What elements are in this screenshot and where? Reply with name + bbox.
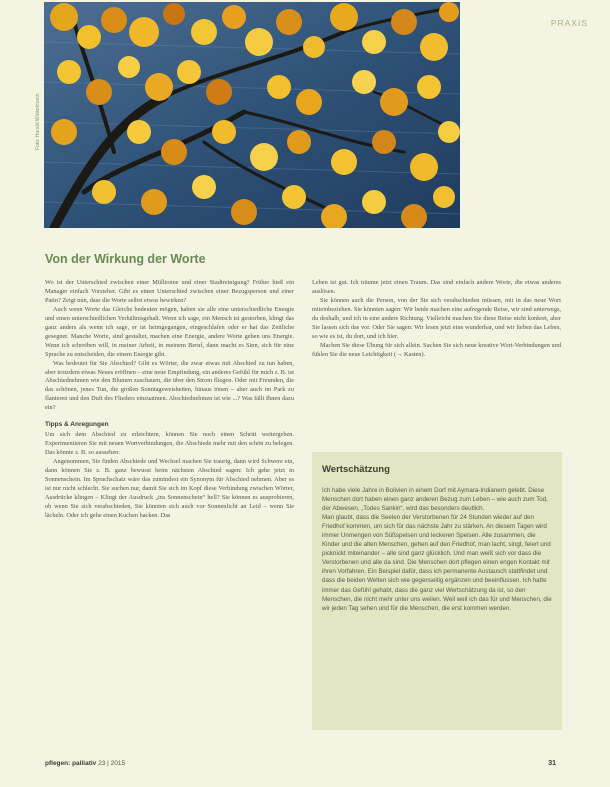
paragraph: Was bedeutet für Sie Abschied? Gibt es Wörter, die zwar etwas mit Abschied zu tun haben, aber trotzdem etwas Neues eröffnen – eine neue Empfindung, ein anderes Gefühl für mich z. B. ist Abschiednehmen wie den Blumen zuschauen, die über den Strom fliegen. Oder mit Freunden, die das schönen, jenes Tun, die großen Sonntagsweisheiten, hinaus tönen – aber auch im Park zu flanieren und den Duft des Flieders einzuatmen. Abschiednehmen ist wie ...? Was fällt Ihnen dazu ein? — [45, 359, 294, 412]
sidebar-paragraph: Man glaubt, dass die Seelen der Verstorbenen für 24 Stunden wieder auf den Friedhof kommen, um sich für das nächste Jahr zu stärken. An diesem Tagen wird immer Unmengen von Süßspeisen und leckeren Speisen. Alle zusammen, die Kinder und die alten Menschen, gehen auf den Friedhof, man lacht, singt, feiert und picknickt miteinander – alle sind ganz glücklich. Und man weiß sich vor dass die Verstorbenen und alle da sind. Die Menschen dort pflegen einen engen Kontakt mit ihren Vorfahren. Ein Beispiel dafür, dass ich permanente Austausch stattfindet und dass die beiden Welten sich wie gegenseitig ergänzen und beeinflussen. Ich hatte immer das Gefühl gehabt, dass die ganz viel Wertschätzung da ist, so den Menschen, die nicht mehr unter uns weilen. Weil weil ich das für und Menschen, die wir jeden Tag sehen und für die Menschen, die erst kommen werden. — [322, 514, 552, 612]
photo-credit: Foto: Harald Winkelmann — [35, 93, 41, 150]
paragraph: Sie können auch die Person, von der Sie sich verabschieden müssen, mit in das neue Wort miteinbeziehen. Sie könnten sagen: Wir beide machen eine aufregende Reise, wir sind unterwegs, du deshalb, und ich in eine andere Richtung. Vielleicht machen Sie diese Reise nicht konkret, aber Sie lassen sich das vor. Oder Sie sagen: Wir lesen jetzt eine wunderbar, und wir lieben das Leben, so wie es ist, du dort, und ich hier. — [312, 296, 561, 340]
page-number: 31 — [548, 760, 556, 767]
paragraph: Angenommen, Sie finden Abschiede und Wechsel machen Sie traurig, dann wird Schwere ein, dann können Sie z. B. ganz bewusst beim nächsten Abschied sagen: Ich gehe jetzt in Sonnenschein. Im Sprachschatz wäre das zumindest ein Synonym für Abschied nehmen. Aber es ist nur nicht schlecht. Sie suchen nur, damit Sie sich im Kopf diese Verbindung zwischen Wörter, Ausdrücke klingen – Klingt der Ausdruck „ins Sonnenschein“ hell? Sie können es ausprobieren, ob wenn Sie sich verabschieden, Sie könnten sich auch vor Sonnenlicht an Leid – wenn Sie lächeln. Oder ich gehe einen Kuchen backen. Das — [45, 458, 294, 519]
paragraph: Um sich dem Abschied zu erleichtern, können Sie noch einen Schritt weitergehen. Experimentieren Sie mit neuen Wortverbindungen, die Abschiede mehr mit den schön zu belegen. Das könnte z. B. so aussehen: — [45, 431, 294, 457]
sidebar-title: Wertschätzung — [322, 464, 390, 475]
footer-magazine — [45, 760, 125, 767]
subheading: Tipps & Anregungen — [45, 421, 109, 429]
paragraph: Leben ist gut. Ich träume jetzt einen Traum. Das sind einfach andere Worte, die etwas anderes auslösen. — [312, 279, 561, 295]
section-label: PRAXIS — [550, 18, 588, 28]
sidebar-text — [322, 486, 552, 613]
sidebar-paragraph: Ich habe viele Jahre in Bolivien in einem Dorf mit Aymara-Indianern gelebt. Diese Menschen dort haben einen ganz anderen Bezug zum Leben – wie auch zum Tod, der Abwesen, „Todes Sankin“, wird das besonders deutlich. — [322, 487, 548, 513]
paragraph: Machen Sie diese Übung für sich allein. Suchen Sie sich neue kreative Wort-Verbindungen und fühlen Sie die neue Leichtigkeit (→ Kasten). — [312, 341, 561, 358]
magazine-title: pflegen: palliativ — [45, 760, 97, 767]
autumn-leaves-photo — [44, 2, 460, 228]
article-headline: Von der Wirkung der Worte — [45, 252, 206, 266]
paragraph: Auch wenn Worte das Gleiche bedeuten mögen, haben sie alle eine unterschiedliche Energie und einen unterschiedlichen Verhältnisgehalt. Wenn ich sage, ein Mensch ist gestorben, klingt das ganz anders als wenn ich sage, er ist heimgegangen, eingeschlafen oder er hat das Zeitliche gesegnet. Manche Worte, sind gestaltet, machen eine Energie, andere Worte geben uns Energie. Wenn ich schreiben will, in meiner Arbeit, in meinem Beruf, dann macht es Sinn, sich für eine Sprache zu entscheiden, die einem Energie gibt. — [45, 305, 294, 358]
right-column — [312, 279, 561, 360]
sidebar-box — [312, 452, 562, 730]
issue-number: 23 | 2015 — [98, 760, 126, 767]
left-column — [45, 279, 294, 521]
paragraph: Wo ist der Unterschied zwischen einer Mülltonne und einer Stadtreinigung? Früher hieß ein Manager einfach Vorsteher. Gibt es einen Unterschied zwischen einer Bezugsperson und einer Patin? Zeigt nun, dass die Worte selbst etwas bewirken? — [45, 279, 294, 304]
autumn-leaves-illustration — [44, 2, 460, 228]
